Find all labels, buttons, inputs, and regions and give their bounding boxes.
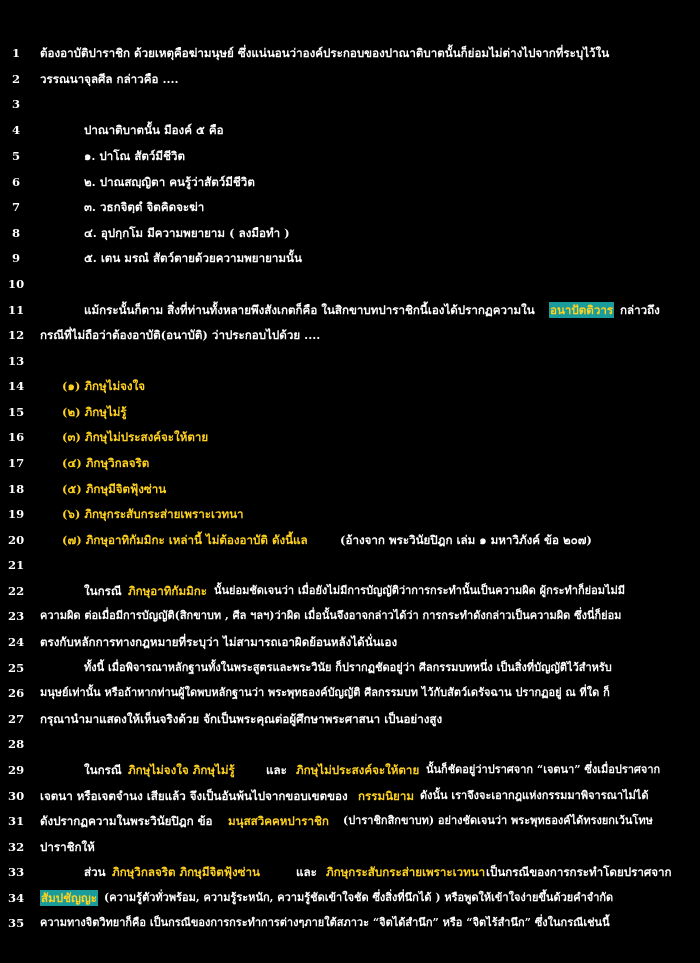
line-text: และ <box>266 763 287 777</box>
line-number: 21 <box>8 558 25 572</box>
line-number: 32 <box>8 840 25 854</box>
list-item: (๖) ภิกษุกระสับกระส่ายเพราะเวทนา <box>62 507 244 521</box>
line-text: (ปาราชิกสิกขาบท) อย่างชัดเจนว่า พระพุทธองค์ได้ทรงยกเว้นโทษ <box>343 814 653 827</box>
line-number: 3 <box>11 97 21 111</box>
highlighted-term: ภิกษุกระสับกระส่ายเพราะเวทนา <box>326 865 486 879</box>
line-text: แม้กระนั้นก็ตาม สิ่งที่ท่านทั้งหลายพึงสังเกตก็คือ ในสิกขาบทปาราชิกนี้เองได้ปรากฏความใน <box>84 303 535 317</box>
anapatti-vara-highlight: อนาปัตติวาร <box>550 303 614 317</box>
line-number: 9 <box>11 251 21 265</box>
line-number: 17 <box>8 456 25 470</box>
line-text: เป็นกรณีของการกระทำโดยปราศจาก <box>486 865 672 879</box>
line-number: 35 <box>8 916 25 930</box>
list-item: (๔) ภิกษุวิกลจริต <box>62 456 150 470</box>
line-number: 25 <box>8 661 25 675</box>
line-number: 10 <box>8 277 25 291</box>
line-number: 7 <box>11 200 21 214</box>
line-text: นั้นย่อมชัดเจนว่า เมื่อยังไม่มีการบัญญัติว่าการกระทำนั้นเป็นความผิด ผู้กระทำก็ย่อมไม่มี <box>214 584 625 597</box>
line-number: 28 <box>8 737 25 751</box>
line-text: ๑. ปาโณ สัตว์มีชีวิต <box>84 149 185 163</box>
line-text: ๓. วธกจิตฺตํ จิตคิดจะฆ่า <box>84 200 205 214</box>
line-text: เจตนา หรือเจตจำนง เสียแล้ว จึงเป็นอันพ้นไปจากขอบเขตของ <box>40 789 348 803</box>
line-number: 13 <box>8 354 25 368</box>
line-text: และ <box>296 865 317 879</box>
line-text: กรณีที่ไม่ถือว่าต้องอาบัติ(อนาบัติ) ว่าประกอบไปด้วย .... <box>40 328 321 342</box>
line-text: ต้องอาบัติปาราชิก ด้วยเหตุคือฆ่ามนุษย์ ซึ่งแน่นอนว่าองค์ประกอบของปาณาติบาตนั้นก็ย่อมไม่ต่างไปจากที่ระบุไว้ใน <box>40 46 610 60</box>
line-text: (ความรู้ตัวทั่วพร้อม, ความรู้ระหนัก, ความรู้ชัดเข้าใจชัด ซึ่งสิ่งที่นึกได้ ) หรือพูดให้เข้าใจง่ายขึ้นด้วยคำจำกัด <box>104 891 614 904</box>
line-text: กล่าวถึง <box>620 303 660 317</box>
line-text: มนุษย์เท่านั้น หรือถ้าหากท่านผู้ใดพบหลักฐานว่า พระพุทธองค์บัญญัติ ศีลกรรมบท ไว้กับสัตว์เดรัจฉาน ปรากฏอยู่ ณ ที่ใด ก็ <box>40 686 610 699</box>
line-text: ความผิด ต่อเมื่อมีการบัญญัติ(สิกขาบท , ศีล ฯลฯ)ว่าผิด เมื่อนั้นจึงอาจกล่าวได้ว่า การกระทำดังกล่าวเป็นความผิด ซึ่งนี่ก็ย่อม <box>40 609 622 622</box>
line-number: 20 <box>8 533 25 547</box>
line-number: 14 <box>8 379 25 393</box>
line-number: 12 <box>8 328 25 342</box>
line-number: 6 <box>11 175 21 189</box>
line-text: ปาณาติบาตนั้น มีองค์ ๕ คือ <box>84 123 224 137</box>
highlighted-term: ภิกษุไม่จงใจ ภิกษุไม่รู้ <box>128 763 235 777</box>
line-number: 19 <box>8 507 25 521</box>
line-number: 34 <box>8 891 25 905</box>
line-number: 4 <box>11 123 21 137</box>
line-text: วรรณนาจุลศีล กล่าวคือ .... <box>40 72 179 86</box>
line-number: 27 <box>8 712 25 726</box>
line-text: ๔. อุปกฺกโม มีความพยายาม ( ลงมือทำ ) <box>84 226 290 240</box>
line-text: ๕. เตน มรณํ สัตว์ตายด้วยความพยายามนั้น <box>84 251 302 265</box>
line-number: 33 <box>8 865 25 879</box>
line-number: 31 <box>8 814 25 828</box>
line-text: กรุณานำมาแสดงให้เห็นจริงด้วย จักเป็นพระคุณต่อผู้ศึกษาพระศาสนา เป็นอย่างสูง <box>40 712 443 726</box>
highlighted-term: ภิกษุไม่ประสงค์จะให้ตาย <box>296 763 420 777</box>
highlighted-term: มนุสสวิคคหปาราชิก <box>228 814 329 828</box>
line-text: ส่วน <box>84 865 106 879</box>
line-number: 16 <box>8 430 25 444</box>
highlighted-term: ภิกษุวิกลจริต ภิกษุมีจิตฟุ้งซ่าน <box>112 865 260 879</box>
list-item: (๗) ภิกษุอาทิกัมมิกะ เหล่านี้ ไม่ต้องอาบัติ ดังนี้แล <box>62 533 308 547</box>
line-text: ดังปรากฏความในพระวินัยปิฎก ข้อ <box>40 814 213 828</box>
list-item: (๒) ภิกษุไม่รู้ <box>62 405 127 419</box>
line-number: 1 <box>11 46 21 60</box>
line-text: ๒. ปาณสญฺญิตา คนรู้ว่าสัตว์มีชีวิต <box>84 175 255 189</box>
line-number: 30 <box>8 789 25 803</box>
line-text: นั้นก็ชัดอยู่ว่าปราศจาก “เจตนา” ซึ่งเมื่อปราศจาก <box>426 763 661 776</box>
highlighted-term: กรรมนิยาม <box>358 789 414 803</box>
highlighted-term: ภิกษุอาทิกัมมิกะ <box>128 584 207 598</box>
line-text: ทั้งนี้ เมื่อพิจารณาหลักฐานทั้งในพระสูตรและพระวินัย ก็ปรากฏชัดอยู่ว่า ศีลกรรมบทหนึ่ง เป็นสิ่งที่บัญญัติไว้สำหรับ <box>84 661 612 674</box>
line-text: ตรงกับหลักการทางกฎหมายที่ระบุว่า ไม่สามารถเอาผิดย้อนหลังได้นั่นเอง <box>40 635 398 649</box>
line-number: 23 <box>8 609 25 623</box>
line-number: 26 <box>8 686 25 700</box>
list-item: (๕) ภิกษุมีจิตฟุ้งซ่าน <box>62 482 167 496</box>
line-number: 15 <box>8 405 25 419</box>
line-number: 11 <box>8 303 25 317</box>
line-number: 24 <box>8 635 25 649</box>
line-number: 8 <box>11 226 21 240</box>
line-text: ดังนั้น เราจึงจะเอากฎแห่งกรรมมาพิจารณาไม่ได้ <box>420 789 649 802</box>
line-text: ปาราชิกให้ <box>40 840 95 854</box>
line-text: ในกรณี <box>84 763 122 777</box>
line-number: 29 <box>8 763 25 777</box>
line-text: ความทางจิตวิทยาก็คือ เป็นกรณีของการกระทำการต่างๆภายใต้สภาวะ “จิตได้สำนึก” หรือ “จิตไร้สำนึก” ซึ่งในกรณีเช่นนี้ <box>40 916 610 929</box>
citation: (อ้างจาก พระวินัยปิฎก เล่ม ๑ มหาวิภังค์ ข้อ ๒๐๗) <box>340 533 592 547</box>
line-text: ในกรณี <box>84 584 122 598</box>
list-item: (๑) ภิกษุไม่จงใจ <box>62 379 146 393</box>
line-number: 2 <box>11 72 21 86</box>
line-number: 18 <box>8 482 25 496</box>
line-number: 5 <box>11 149 21 163</box>
line-number: 22 <box>8 584 25 598</box>
sampajanna-highlight: สัมปชัญญะ <box>41 891 97 905</box>
list-item: (๓) ภิกษุไม่ประสงค์จะให้ตาย <box>62 430 209 444</box>
